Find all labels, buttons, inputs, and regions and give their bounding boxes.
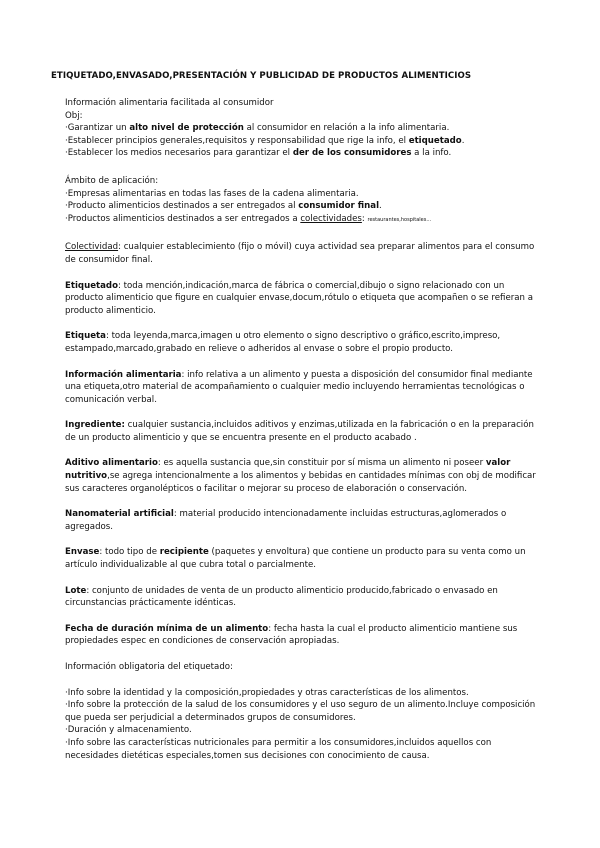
document-body [65,97,545,762]
obligatoria-item-3: ·Duración y almacenamiento. [65,725,192,736]
def-aditivo: Aditivo alimentario: es aquella sustancia que,sin constituir por sí misma un alimento ni poseer valor nutritivo,se agrega intencionalmente a los alimentos y bebidas en cantidades mínimas con obj de modificar sus caracteres organolépticos o facilitar o mejorar su proceso de elaboración o conservación. [65,458,536,494]
obj-item-2: ·Establecer principios generales,requisitos y responsabilidad que rige la info, el etiquetado. [65,135,465,146]
obj-label: Obj: [65,110,83,121]
def-fecha-duracion: Fecha de duración mínima de un alimento: fecha hasta la cual el producto alimenticio mantiene sus propiedades espec en condiciones de conservación apropiadas. [65,623,518,647]
def-ingrediente: Ingrediente: cualquier sustancia,incluidos aditivos y enzimas,utilizada en la fabricación o en la preparación de un producto alimenticio y que se encuentra presente en el producto acabado . [65,420,534,443]
obligatoria-heading: Información obligatoria del etiquetado: [65,662,233,672]
def-envase: Envase: todo tipo de recipiente (paquetes y envoltura) que contiene un producto para su venta como un artículo individualizable al que cubra total o parcialmente. [65,547,526,571]
ambito-item-1: ·Empresas alimentarias en todas las fases de la cadena alimentaria. [65,188,359,199]
ambito-item-3: ·Productos alimenticios destinados a ser entregados a colectividades: restaurantes,hospitales... [65,213,432,224]
obligatoria-item-1: ·Info sobre la identidad y la composición,propiedades y otras características de los alimentos. [65,687,469,698]
ambito-heading: Ámbito de aplicación: [65,175,159,186]
def-informacion-alimentaria: Información alimentaria: info relativa a un alimento y puesta a disposición del consumidor final mediante una etiqueta,otro material de acompañamiento o cualquier medio incluyendo herramientas tecnológicas o comunicación verbal. [65,369,533,405]
obj-item-3: ·Establecer los medios necesarios para garantizar el der de los consumidores a la info. [65,148,452,159]
obj-item-1: ·Garantizar un alto nivel de protección al consumidor en relación a la info alimentaria. [65,123,450,134]
def-nanomaterial: Nanomaterial artificial: material producido intencionadamente incluidas estructuras,aglomerados o agregados. [65,509,507,532]
ambito-item-2: ·Producto alimenticios destinados a ser entregados al consumidor final. [65,201,382,212]
info-heading: Información alimentaria facilitada al consumidor [65,98,274,108]
def-lote: Lote: conjunto de unidades de venta de un producto alimenticio producido,fabricado o envasado en circunstancias prácticamente idénticas. [65,585,498,609]
obligatoria-item-4: ·Info sobre las características nutricionales para permitir a los consumidores,incluidos aquellos con necesidades dietéticas especiales,tomen sus decisiones con conocimiento de causa. [65,737,492,761]
def-etiqueta: Etiqueta: toda leyenda,marca,imagen u otro elemento o signo descriptivo o gráfico,escrito,impreso, estampado,marcado,grabado en relieve o adheridos al envase o sobre el propio producto. [65,331,501,354]
def-etiquetado: Etiquetado: toda mención,indicación,marca de fábrica o comercial,dibujo o signo relacionado con un producto alimenticio que figure en cualquier envase,docum,rótulo o etiqueta que acompañen o se refieran a producto alimenticio. [65,280,533,316]
def-colectividad: Colectividad: cualquier establecimiento (fijo o móvil) cuya actividad sea preparar alimentos para el consumo de consumidor final. [65,242,535,265]
obligatoria-item-2: ·Info sobre la protección de la salud de los consumidores y el uso seguro de un alimento.Incluye composición que pueda ser perjudicial a determinados grupos de consumidores. [65,700,536,723]
document-title: ETIQUETADO,ENVASADO,PRESENTACIÓN Y PUBLICIDAD DE PRODUCTOS ALIMENTICIOS [51,71,472,81]
